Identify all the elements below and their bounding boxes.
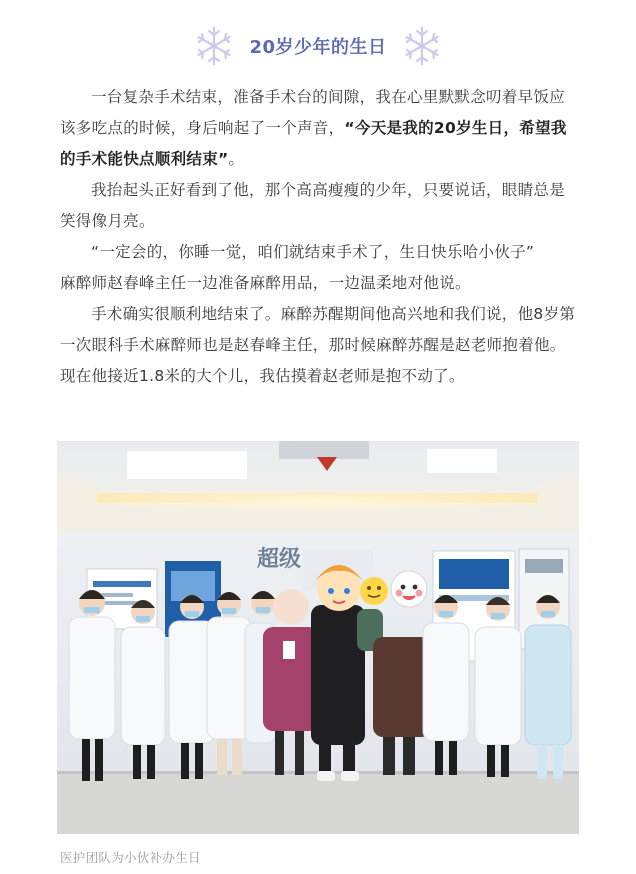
- snowflake-icon: [401, 25, 443, 67]
- paragraph-4: 麻醉师赵春峰主任一边准备麻醉用品，一边温柔地对他说。: [60, 274, 471, 292]
- photo-caption: 医护团队为小伙补办生日: [60, 850, 201, 865]
- paragraph-2: 我抬起头正好看到了他，那个高高瘦瘦的少年，只要说话，眼睛总是笑得像月亮。: [60, 181, 566, 230]
- paragraph-1: [60, 82, 578, 175]
- title-row: [0, 26, 636, 66]
- group-photo-illustration: [57, 441, 579, 834]
- article-title: 20岁少年的生日: [249, 37, 387, 58]
- paragraph-5: 手术确实很顺利地结束了。麻醉苏醒期间他高兴地和我们说，他8岁第一次眼科手术麻醉师也是赵春峰主任，那时候麻醉苏醒是赵老师抱着他。现在他接近1.8米的大个儿，我估摸着赵老师是抱不动了。: [60, 305, 576, 385]
- article-body: [60, 82, 578, 392]
- group-photo: [57, 441, 579, 834]
- snowflake-icon: [193, 25, 235, 67]
- paragraph-1-end: 。: [228, 150, 245, 168]
- wall-sign-text: 超级: [257, 546, 302, 571]
- paragraph-1-text: 一台复杂手术结束，准备手术台的间隙，我在心里默默念叨着早饭应该多吃点的时候，身后响起了一个声音，: [60, 88, 566, 137]
- paragraph-3: “一定会的，你睡一觉，咱们就结束手术了，生日快乐哈小伙子”: [91, 243, 535, 261]
- paragraph-1-quote: “今天是我的20岁生日，希望我的手术能快点顺利结束”: [60, 119, 567, 168]
